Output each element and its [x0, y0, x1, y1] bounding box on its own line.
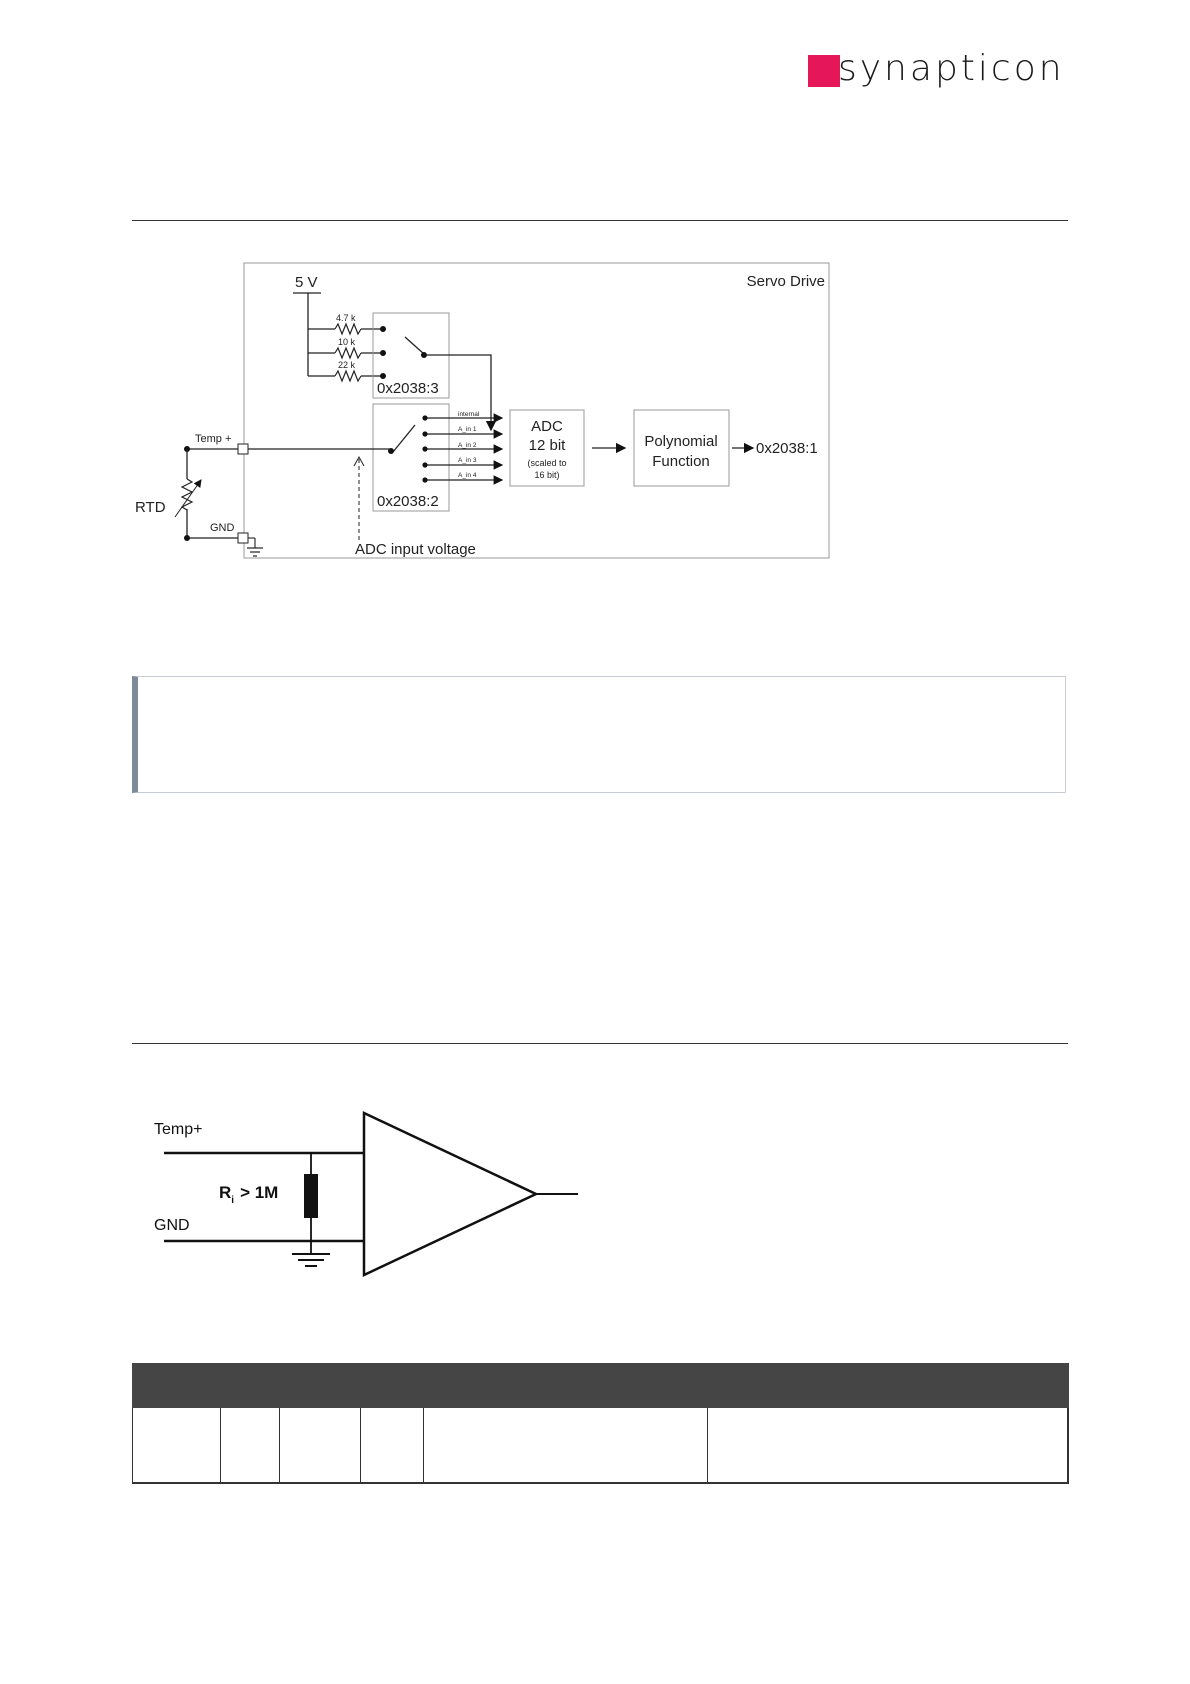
resistor-label-3: 22 k	[338, 360, 356, 370]
adc-input-voltage-label: ADC input voltage	[355, 541, 476, 558]
table-cell	[221, 1408, 280, 1482]
channel-ain4: A_in 4	[458, 472, 477, 479]
pullup-select-label: 0x2038:3	[377, 380, 439, 397]
adc-scaled-1: (scaled to	[527, 458, 567, 468]
table-cell	[280, 1408, 361, 1482]
adc-block-diagram	[125, 255, 845, 575]
table-row	[132, 1408, 1069, 1484]
channel-ain2: A_in 2	[458, 442, 477, 449]
resistor-label: $R_i > 1M$	[219, 1183, 279, 1206]
table-cell	[424, 1408, 708, 1482]
resistor-label-2: 10 k	[338, 337, 356, 347]
logo-wordmark: synapticon	[838, 48, 1065, 89]
logo-square	[808, 55, 840, 87]
resistor-label-1: 4.7 k	[336, 313, 356, 323]
polynomial-line-2: Function	[652, 453, 710, 470]
table-cell	[133, 1408, 221, 1482]
section-divider	[132, 220, 1068, 221]
synapticon-logo	[808, 48, 1072, 89]
table-header	[132, 1363, 1069, 1408]
temp-pin	[238, 444, 248, 454]
input-resistor	[304, 1174, 318, 1218]
adc-resolution: 12 bit	[528, 437, 566, 454]
channel-internal: internal	[458, 411, 480, 418]
input-amplifier-diagram	[150, 1105, 590, 1280]
input-select-label: 0x2038:2	[377, 493, 439, 510]
supply-label: 5 V	[295, 274, 318, 291]
section-divider-2	[132, 1043, 1068, 1044]
gnd-pin-label: GND	[210, 522, 235, 534]
polynomial-line-1: Polynomial	[644, 433, 718, 450]
gnd-label: GND	[154, 1217, 190, 1234]
adc-title: ADC	[531, 418, 563, 435]
channel-ain1: A_in 1	[458, 426, 477, 433]
rtd-label: RTD	[135, 499, 166, 516]
gnd-pin	[238, 533, 248, 543]
note-box	[132, 676, 1066, 793]
channel-ain3: A_in 3	[458, 457, 477, 464]
table-cell	[361, 1408, 424, 1482]
amplifier-symbol	[364, 1113, 536, 1275]
temp-pin-label: Temp +	[195, 433, 232, 445]
adc-scaled-2: 16 bit)	[534, 470, 560, 480]
output-object-label: 0x2038:1	[756, 440, 818, 457]
temp-plus-label: Temp+	[154, 1121, 203, 1138]
servo-drive-label: Servo Drive	[746, 273, 825, 290]
